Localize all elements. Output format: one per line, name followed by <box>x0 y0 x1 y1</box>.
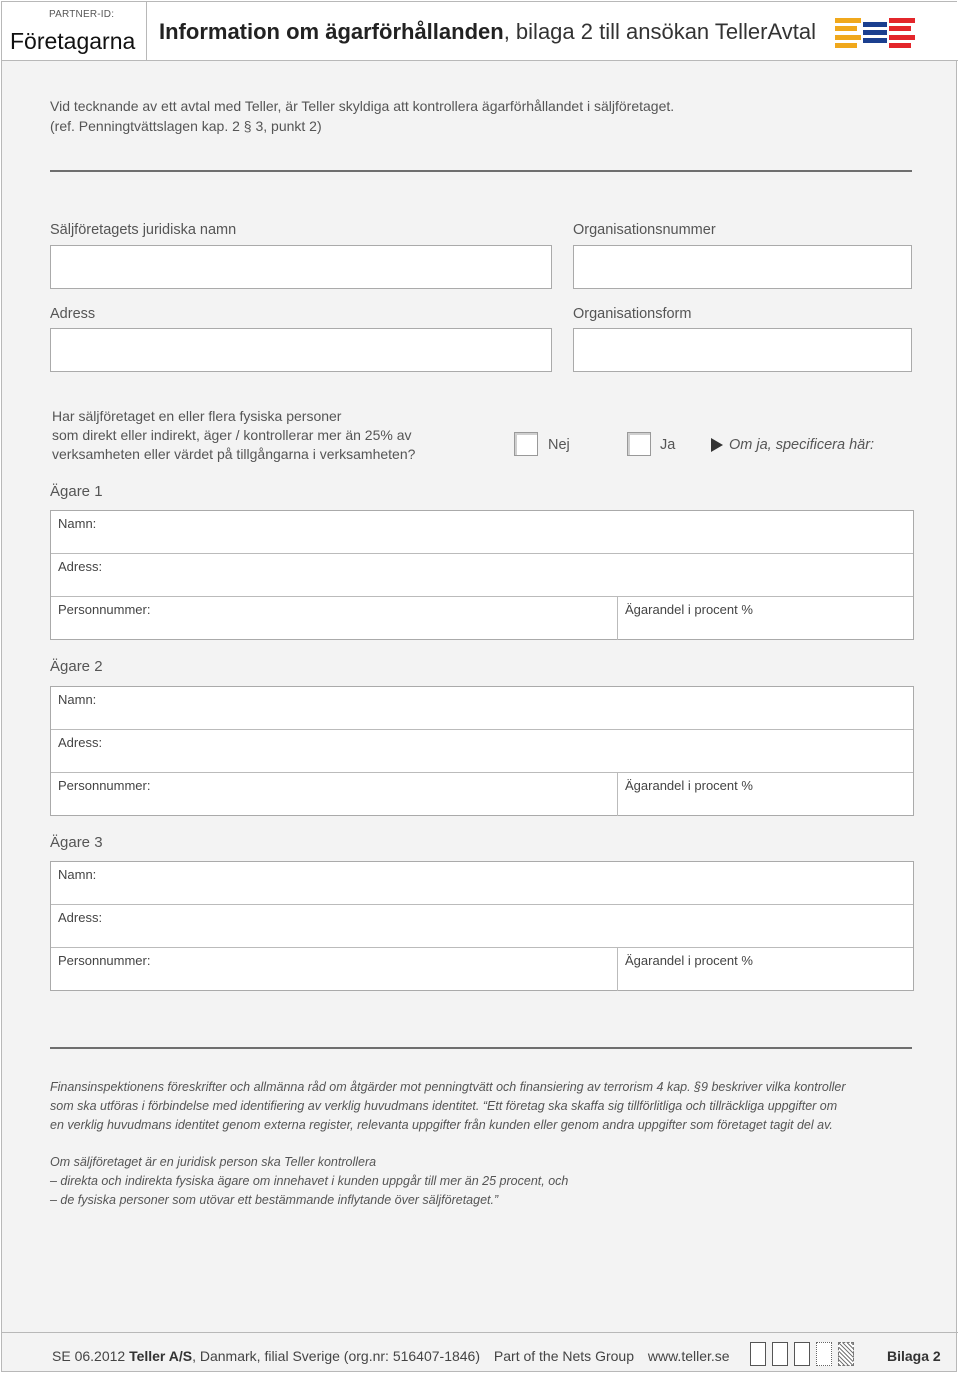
footnote-line: en verklig huvudmans identitet genom externa register, relevanta uppgifter från kunden eller genom andra uppgifter som företaget tagit del av. <box>50 1118 833 1132</box>
address-label: Adress: <box>58 559 103 574</box>
org-number-label: Organisationsnummer <box>573 222 716 238</box>
no-label: Nej <box>548 437 570 453</box>
intro-line-2: (ref. Penningtvättslagen kap. 2 § 3, punkt 2) <box>50 118 322 134</box>
org-number-field[interactable] <box>573 245 912 289</box>
org-form-field[interactable] <box>573 328 912 372</box>
page-box-icon <box>772 1342 788 1366</box>
control-footnote <box>50 1153 910 1210</box>
owner-2-heading: Ägare 2 <box>50 658 103 675</box>
owner-1-name-field[interactable] <box>51 511 913 554</box>
regulation-footnote <box>50 1078 910 1135</box>
footer-version: SE 06.2012 <box>52 1348 126 1364</box>
footer-location: , Danmark, filial Sverige (org.nr: 516407-1846) <box>192 1348 481 1364</box>
owner-2-name-field[interactable] <box>51 687 913 730</box>
question-line-2: som direkt eller indirekt, äger / kontrollerar mer än 25% av <box>52 427 412 443</box>
footer-group: Part of the Nets Group <box>493 1348 634 1364</box>
footnote-line: Finansinspektionens föreskrifter och allmänna råd om åtgärder mot penningtvätt och finansiering av terrorism 4 kap. §9 beskriver vilka kontroller <box>50 1080 846 1094</box>
footer-website[interactable]: www.teller.se <box>647 1348 730 1364</box>
owner-2-id-row <box>51 773 913 816</box>
owner-1-address-field[interactable] <box>51 554 913 597</box>
section-divider <box>50 170 912 172</box>
address-label: Adress: <box>58 910 103 925</box>
owner-3-id-row <box>51 948 913 991</box>
question-line-3: verksamheten eller värdet på tillgångarna i verksamheten? <box>52 446 416 462</box>
page-box-icon <box>794 1342 810 1366</box>
arrow-right-icon <box>711 438 723 452</box>
no-checkbox[interactable] <box>514 432 538 456</box>
page-indicator <box>750 1342 862 1368</box>
name-label: Namn: <box>58 867 97 882</box>
partner-id-value: Företagarna <box>10 28 136 54</box>
intro-text <box>50 96 910 136</box>
owner-3-share-field[interactable]: Ägarandel i procent % <box>625 953 753 968</box>
footer <box>52 1348 730 1364</box>
footnote-line: som ska utföras i förbindelse med identifiering av verklig huvudmans identitet. “Ett företag ska skaffa sig tillförlitliga och tillräckliga uppgifter om <box>50 1099 838 1113</box>
org-form-label: Organisationsform <box>573 306 692 322</box>
footer-divider <box>2 1332 958 1333</box>
owner-3-address-field[interactable] <box>51 905 913 948</box>
footnote-line: – direkta och indirekta fysiska ägare om innehavet i kunden uppgår till mer än 25 procent, och <box>50 1174 569 1188</box>
current-page-box-icon <box>838 1342 854 1366</box>
page-box-icon <box>750 1342 766 1366</box>
address-label: Adress <box>50 306 96 322</box>
owner-2-address-field[interactable] <box>51 730 913 773</box>
name-label: Namn: <box>58 516 97 531</box>
question-line-1: Har säljföretaget en eller flera fysiska personer <box>52 408 342 424</box>
partner-id-box <box>2 2 147 60</box>
owner-3-heading: Ägare 3 <box>50 834 103 851</box>
form-page <box>1 1 957 1372</box>
owner-1-table <box>50 510 914 640</box>
address-field[interactable] <box>50 328 552 372</box>
owner-2-pnr-field[interactable]: Personnummer: <box>58 778 151 793</box>
owner-3-name-field[interactable] <box>51 862 913 905</box>
partner-id-label: PARTNER-ID: <box>49 9 115 20</box>
footnote-line: – de fysiska personer som utövar ett bestämmande inflytande över säljföretaget.” <box>50 1193 499 1207</box>
name-label: Namn: <box>58 692 97 707</box>
footer-company: Teller A/S <box>129 1348 193 1364</box>
owner-1-pnr-field[interactable]: Personnummer: <box>58 602 151 617</box>
footnote-line: Om säljföretaget är en juridisk person ska Teller kontrollera <box>50 1155 377 1169</box>
yes-checkbox[interactable] <box>627 432 651 456</box>
teller-logo-icon <box>835 16 915 50</box>
address-label: Adress: <box>58 735 103 750</box>
header <box>2 2 958 61</box>
cell-divider <box>617 597 618 640</box>
owner-1-share-field[interactable]: Ägarandel i procent % <box>625 602 753 617</box>
page-box-icon <box>816 1342 832 1366</box>
owner-3-table <box>50 861 914 991</box>
page-title-rest: , bilaga 2 till ansökan TellerAvtal <box>503 19 816 44</box>
legal-name-field[interactable] <box>50 245 552 289</box>
owner-2-table <box>50 686 914 816</box>
cell-divider <box>617 948 618 991</box>
owner-1-heading: Ägare 1 <box>50 483 103 500</box>
ownership-question <box>52 407 472 464</box>
section-divider <box>50 1047 912 1049</box>
page-title <box>159 19 816 45</box>
owner-3-pnr-field[interactable]: Personnummer: <box>58 953 151 968</box>
attachment-label: Bilaga 2 <box>887 1348 941 1364</box>
legal-name-label: Säljföretagets juridiska namn <box>50 222 237 238</box>
intro-line-1: Vid tecknande av ett avtal med Teller, är Teller skyldiga att kontrollera ägarförhållandet i säljföretaget. <box>50 98 675 114</box>
owner-2-share-field[interactable]: Ägarandel i procent % <box>625 778 753 793</box>
yes-label: Ja <box>660 437 676 453</box>
cell-divider <box>617 773 618 816</box>
specify-label: Om ja, specificera här: <box>729 437 875 453</box>
owner-1-id-row <box>51 597 913 640</box>
page-title-main: Information om ägarförhållanden <box>159 19 504 44</box>
